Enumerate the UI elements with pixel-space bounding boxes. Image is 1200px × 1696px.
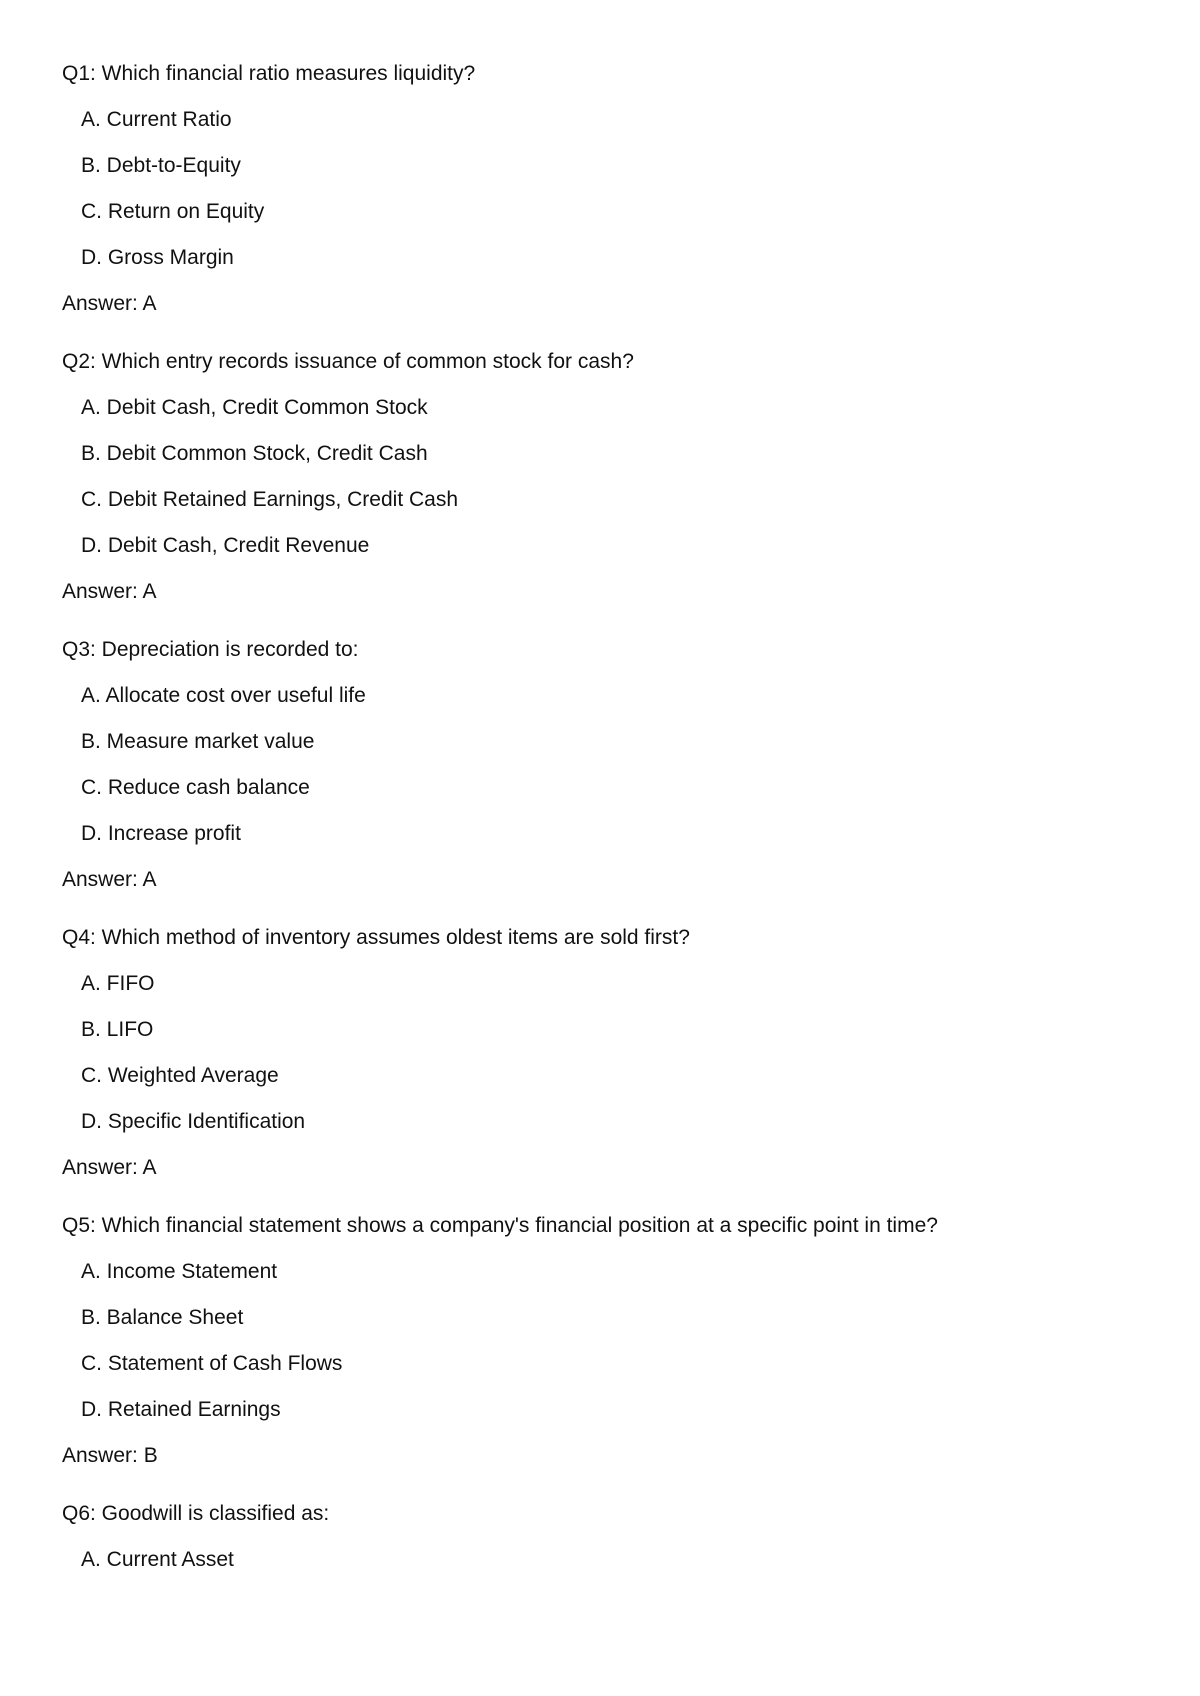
question-text: Q1: Which financial ratio measures liquidity? bbox=[62, 62, 476, 85]
answer-text: Answer: A bbox=[62, 292, 157, 315]
option-a: A. Income Statement bbox=[81, 1260, 278, 1283]
option-b: B. Debit Common Stock, Credit Cash bbox=[81, 442, 428, 465]
option-c: C. Debit Retained Earnings, Credit Cash bbox=[81, 488, 459, 511]
option-b: B. Balance Sheet bbox=[81, 1306, 244, 1329]
question-block-2 bbox=[62, 350, 1138, 604]
question-text: Q2: Which entry records issuance of common stock for cash? bbox=[62, 350, 634, 373]
option-a: A. Current Asset bbox=[81, 1548, 234, 1571]
option-a: A. Debit Cash, Credit Common Stock bbox=[81, 396, 428, 419]
option-c: C. Reduce cash balance bbox=[81, 776, 310, 799]
question-block-3 bbox=[62, 638, 1138, 892]
question-text: Q5: Which financial statement shows a company's financial position at a specific point in time? bbox=[62, 1214, 938, 1237]
option-a: A. Allocate cost over useful life bbox=[81, 684, 366, 707]
option-c: C. Weighted Average bbox=[81, 1064, 279, 1087]
answer-text: Answer: A bbox=[62, 1156, 157, 1179]
answer-text: Answer: B bbox=[62, 1444, 158, 1467]
option-b: B. Debt-to-Equity bbox=[81, 154, 241, 177]
option-d: D. Retained Earnings bbox=[81, 1398, 281, 1421]
question-block-1 bbox=[62, 62, 1138, 316]
option-b: B. LIFO bbox=[81, 1018, 154, 1041]
question-text: Q6: Goodwill is classified as: bbox=[62, 1502, 330, 1525]
option-d: D. Specific Identification bbox=[81, 1110, 306, 1133]
option-c: C. Return on Equity bbox=[81, 200, 265, 223]
answer-text: Answer: A bbox=[62, 868, 157, 891]
answer-text: Answer: A bbox=[62, 580, 157, 603]
option-d: D. Increase profit bbox=[81, 822, 241, 845]
option-c: C. Statement of Cash Flows bbox=[81, 1352, 343, 1375]
option-a: A. Current Ratio bbox=[81, 108, 232, 131]
question-block-6 bbox=[62, 1502, 1138, 1572]
option-a: A. FIFO bbox=[81, 972, 155, 995]
question-block-4 bbox=[62, 926, 1138, 1180]
question-text: Q4: Which method of inventory assumes oldest items are sold first? bbox=[62, 926, 690, 949]
question-text: Q3: Depreciation is recorded to: bbox=[62, 638, 359, 661]
question-block-5 bbox=[62, 1214, 1138, 1468]
option-b: B. Measure market value bbox=[81, 730, 315, 753]
option-d: D. Debit Cash, Credit Revenue bbox=[81, 534, 370, 557]
option-d: D. Gross Margin bbox=[81, 246, 234, 269]
document-page bbox=[62, 62, 1138, 1594]
